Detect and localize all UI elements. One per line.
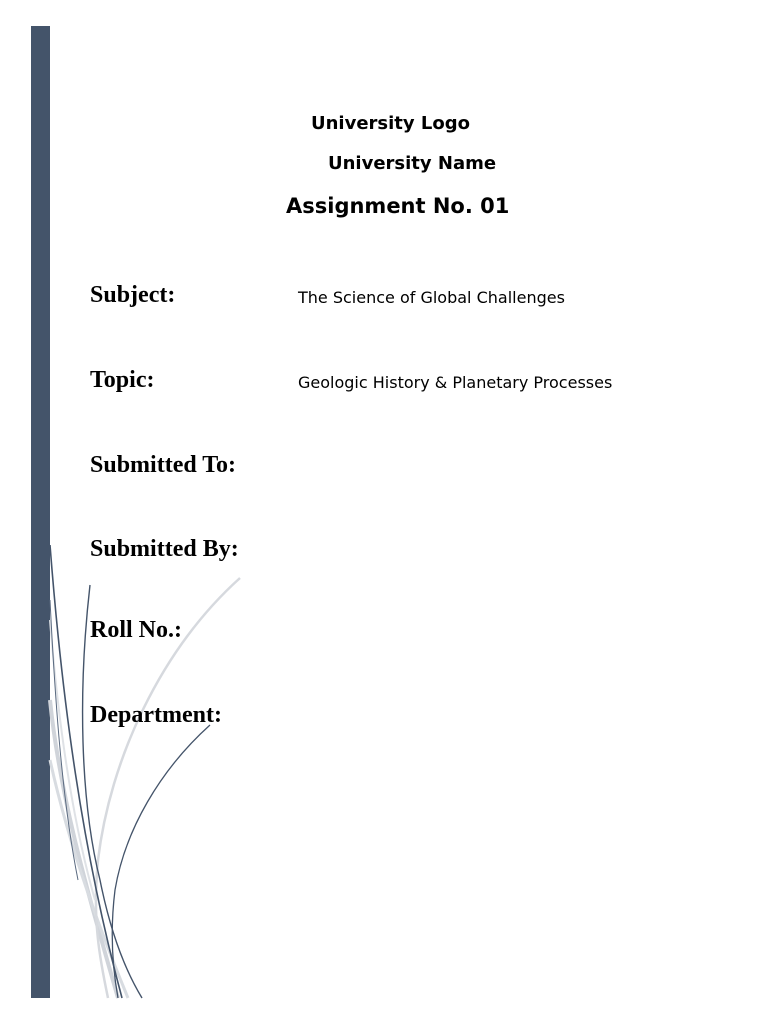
topic-label: Topic: [90,367,155,393]
university-name: University Name [328,153,497,174]
assignment-title: Assignment No. 01 [286,194,510,218]
university-logo-text: University Logo [311,113,470,134]
subject-value: The Science of Global Challenges [298,288,565,307]
topic-value: Geologic History & Planetary Processes [298,373,613,392]
roll-no-label: Roll No.: [90,617,182,643]
submitted-by-label: Submitted By: [90,536,239,562]
decorative-side-bar [31,26,50,998]
submitted-to-label: Submitted To: [90,452,237,478]
department-label: Department: [90,702,222,728]
subject-label: Subject: [90,282,176,308]
